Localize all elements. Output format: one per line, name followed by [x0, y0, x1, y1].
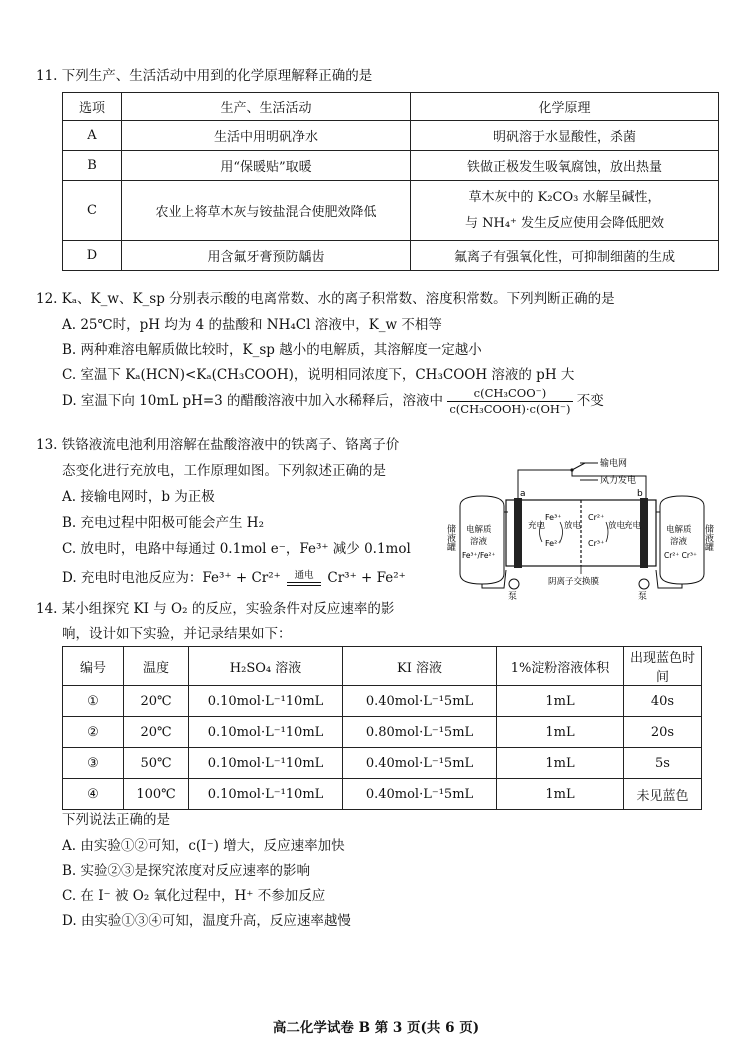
electrode-b	[640, 498, 648, 568]
q12-option-c: C. 室温下 Kₐ(HCN)<Kₐ(CH₃COOH)，说明相同浓度下，CH₃COOH 溶液的 pH 大	[62, 367, 575, 383]
q11-row-option: C	[63, 181, 122, 241]
table-row	[63, 748, 702, 779]
q14-cell: 1mL	[497, 717, 624, 748]
q12-option-b: B. 两种难溶电解质做比较时，K_sp 越小的电解质，其溶解度一定越小	[62, 342, 482, 358]
q11-header-principle: 化学原理	[411, 93, 719, 121]
q14-cell: ①	[63, 686, 124, 717]
q11-header-option: 选项	[63, 93, 122, 121]
table-row	[63, 181, 719, 241]
grid-label: 输电网	[600, 459, 628, 469]
discharge-label-left: 放电	[564, 521, 582, 531]
fe3-label: Fe³⁺	[545, 513, 562, 522]
q14-option-c: C. 在 I⁻ 被 O₂ 氧化过程中，H⁺ 不参加反应	[62, 888, 326, 904]
tank-right-label: 储液罐	[703, 524, 713, 551]
table-row	[63, 717, 702, 748]
q13-option-d	[62, 566, 406, 586]
wind-label: 风力发电	[600, 476, 637, 486]
pump-right-label: 泵	[638, 592, 648, 602]
q14-cell: 5s	[624, 748, 702, 779]
tank-right-electrolyte: 电解质	[666, 525, 692, 535]
q14-option-d: D. 由实验①③④可知，温度升高，反应速率越慢	[62, 913, 351, 929]
page-footer: 高二化学试卷 B 第 3 页(共 6 页)	[272, 1020, 480, 1036]
q14-cell: ②	[63, 717, 124, 748]
q13-title-line1: 13. 铁铬液流电池利用溶解在盐酸溶液中的铁离子、铬离子价	[36, 437, 400, 453]
q11-row-activity: 用含氟牙膏预防龋齿	[122, 241, 411, 271]
q14-cell: 0.40mol·L⁻¹5mL	[343, 686, 497, 717]
q14-cell: 未见蓝色	[624, 779, 702, 810]
cr2-label: Cr²⁺	[588, 513, 605, 522]
pump-icon	[639, 579, 649, 589]
discharge-label-right: 放电	[608, 521, 626, 531]
table-row	[63, 241, 719, 271]
q14-title-line1: 14. 某小组探究 KI 与 O₂ 的反应，实验条件对反应速率的影	[36, 601, 395, 617]
tank-right-ions: Cr²⁺ Cr³⁺	[664, 551, 697, 560]
q14-cell: 0.10mol·L⁻¹10mL	[189, 748, 343, 779]
q14-option-b: B. 实验②③是探究浓度对反应速率的影响	[62, 863, 311, 879]
q14-cell: 50℃	[124, 748, 189, 779]
q13-d-text: D. 充电时电池反应为：Fe³⁺ + Cr²⁺	[62, 570, 281, 586]
q11-row-principle	[411, 181, 719, 241]
q11-row-principle: 铁做正极发生吸氧腐蚀，放出热量	[411, 151, 719, 181]
switch-icon	[572, 463, 585, 470]
pump-left-label: 泵	[508, 592, 518, 602]
q14-cell: 1mL	[497, 748, 624, 779]
q14-header-time: 出现蓝色时间	[624, 647, 702, 686]
electrode-b-label: b	[637, 489, 643, 499]
tank-left-label: 储液罐	[445, 524, 455, 551]
table-row	[63, 779, 702, 810]
q14-cell: 0.10mol·L⁻¹10mL	[189, 779, 343, 810]
q11-row-activity: 生活中用明矾净水	[122, 121, 411, 151]
q14-header-ki: KI 溶液	[343, 647, 497, 686]
equals-arrow-icon	[287, 585, 321, 586]
q14-header-row	[63, 647, 702, 686]
q12-d-suffix: 不变	[576, 393, 604, 409]
q14-cell: 0.40mol·L⁻¹5mL	[343, 779, 497, 810]
q11-title: 11. 下列生产、生活活动中用到的化学原理解释正确的是	[36, 68, 373, 84]
q14-cell: 1mL	[497, 779, 624, 810]
q14-option-a: A. 由实验①②可知，c(I⁻) 增大，反应速率加快	[62, 838, 345, 854]
q11-row-option: A	[63, 121, 122, 151]
q13-option-b: B. 充电过程中阳极可能会产生 H₂	[62, 515, 264, 531]
membrane-label: 阴离子交换膜	[548, 577, 600, 587]
q14-header-h2so4: H₂SO₄ 溶液	[189, 647, 343, 686]
q11-header-activity: 生产、生活活动	[122, 93, 411, 121]
pump-icon	[509, 579, 519, 589]
wire-left	[518, 470, 572, 500]
q14-cell: 1mL	[497, 686, 624, 717]
q14-cell: 40s	[624, 686, 702, 717]
table-row	[63, 151, 719, 181]
q13-arrow-condition: 通电	[294, 570, 314, 581]
q11-principle-line: 草木灰中的 K₂CO₃ 水解呈碱性，	[468, 189, 661, 205]
equals-arrow-icon	[287, 582, 321, 583]
q11-row-principle: 氟离子有强氧化性，可抑制细菌的生成	[411, 241, 719, 271]
q14-cell: 20℃	[124, 717, 189, 748]
q12-fraction-denominator: c(CH₃COOH)·c(OH⁻)	[449, 402, 571, 416]
fe2-label: Fe²⁺	[545, 539, 562, 548]
q13-d-products: Cr³⁺ + Fe²⁺	[327, 570, 406, 586]
q13-title-line2: 态变化进行充放电，工作原理如图。下列叙述正确的是	[62, 463, 386, 479]
q14-cell: 0.10mol·L⁻¹10mL	[189, 686, 343, 717]
q11-row-principle: 明矾溶于水显酸性，杀菌	[411, 121, 719, 151]
electrode-a	[514, 498, 522, 568]
q14-title-line2: 响，设计如下实验，并记录结果如下：	[62, 626, 292, 642]
q11-row-activity: 用“保暖贴”取暖	[122, 151, 411, 181]
q11-table	[62, 92, 719, 271]
q14-cell: ③	[63, 748, 124, 779]
charge-label-left: 充电	[528, 521, 546, 531]
q12-option-a: A. 25℃时，pH 均为 4 的盐酸和 NH₄Cl 溶液中，K_w 不相等	[62, 317, 442, 333]
tank-right-solution: 溶液	[670, 537, 688, 547]
q14-cell: 20℃	[124, 686, 189, 717]
tank-left-solution: 溶液	[470, 537, 488, 547]
cr3-label: Cr³⁺	[588, 539, 605, 548]
q14-header-number: 编号	[63, 647, 124, 686]
q11-header-row	[63, 93, 719, 121]
q12-fraction-numerator: c(CH₃COO⁻)	[447, 386, 572, 402]
q14-cell: 0.10mol·L⁻¹10mL	[189, 717, 343, 748]
q12-title: 12. Kₐ、K_w、K_sp 分别表示酸的电离常数、水的离子积常数、溶度积常数。下列判断正确的是	[36, 291, 615, 307]
table-row	[63, 686, 702, 717]
q11-row-option: B	[63, 151, 122, 181]
q12-fraction	[447, 386, 572, 417]
table-row	[63, 121, 719, 151]
tank-left-electrolyte: 电解质	[466, 525, 492, 535]
q11-principle-line: 与 NH₄⁺ 发生反应使用会降低肥效	[464, 215, 665, 231]
q12-option-d	[62, 386, 604, 417]
q14-cell: 100℃	[124, 779, 189, 810]
q11-row-activity: 农业上将草木灰与铵盐混合使肥效降低	[122, 181, 411, 241]
q14-stem: 下列说法正确的是	[62, 812, 170, 828]
q13-option-c: C. 放电时，电路中每通过 0.1mol e⁻，Fe³⁺ 减少 0.1mol	[62, 541, 411, 557]
q14-header-starch: 1%淀粉溶液体积	[497, 647, 624, 686]
q14-cell: 0.40mol·L⁻¹5mL	[343, 748, 497, 779]
flow-battery-diagram	[445, 452, 720, 602]
q12-d-text: D. 室温下向 10mL pH=3 的醋酸溶液中加入水稀释后，溶液中	[62, 393, 444, 409]
q14-table	[62, 646, 702, 810]
q14-cell: 0.80mol·L⁻¹5mL	[343, 717, 497, 748]
q11-row-option: D	[63, 241, 122, 271]
q14-header-temp: 温度	[124, 647, 189, 686]
tank-left-ions: Fe³⁺/Fe²⁺	[462, 551, 496, 560]
q14-cell: 20s	[624, 717, 702, 748]
q13-option-a: A. 接输电网时，b 为正极	[62, 489, 215, 505]
charge-label-right: 充电	[624, 521, 642, 531]
q14-cell: ④	[63, 779, 124, 810]
electrode-a-label: a	[520, 489, 526, 499]
q13-reaction-arrow	[287, 571, 321, 586]
